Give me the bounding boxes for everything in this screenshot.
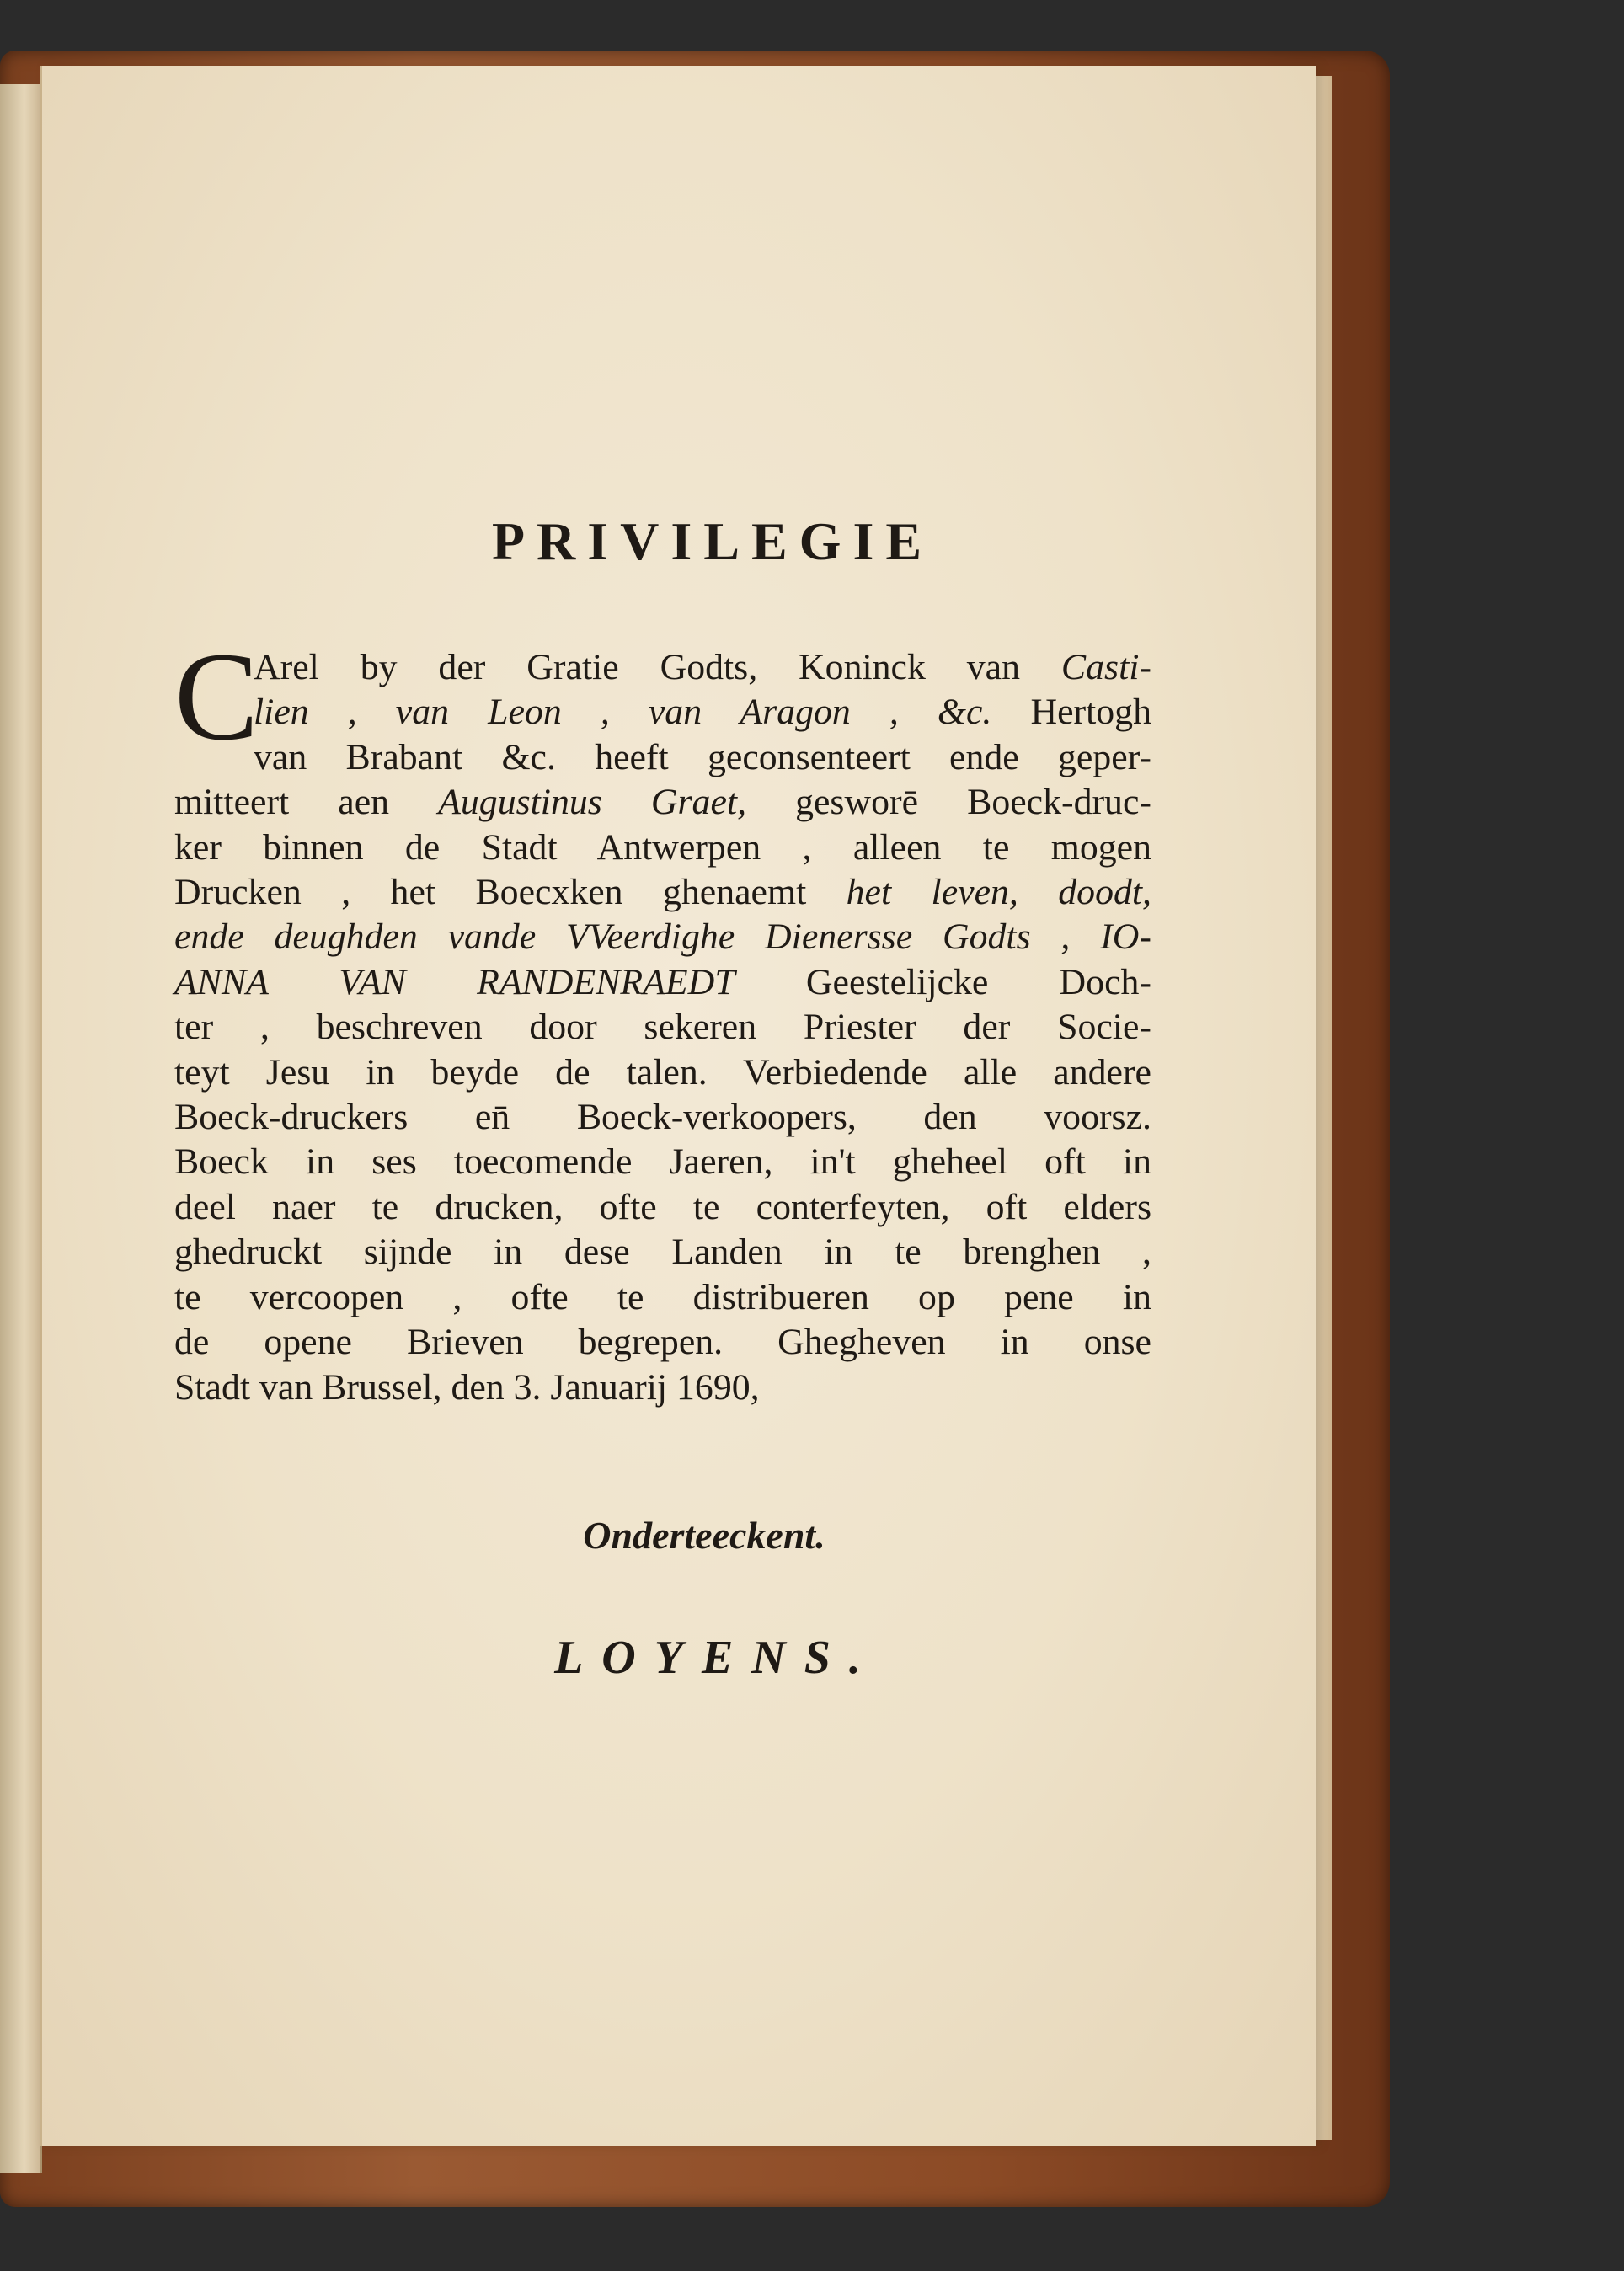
text-line <box>174 915 1151 959</box>
privilege-text <box>174 627 1151 1410</box>
text-segment: ter , beschreven door sekeren Priester der Socie- <box>174 1007 1151 1048</box>
text-line <box>174 1050 1151 1095</box>
text-segment: ker binnen de Stadt Antwerpen , alleen te mogen <box>174 826 1151 868</box>
text-segment: van Brabant &c. heeft geconsenteert ende geper- <box>254 736 1151 777</box>
signed-label: Onderteeckent. <box>583 1514 825 1557</box>
text-line <box>174 1140 1151 1184</box>
text-segment: Arel by der Gratie Godts, Koninck van <box>254 647 1061 687</box>
text-line <box>174 735 1151 780</box>
italic-segment: ANNA VAN RANDENRAEDT <box>174 961 735 1002</box>
text-segment: teyt Jesu in beyde de talen. Verbiedende alle andere <box>174 1051 1151 1093</box>
text-segment: ghedruckt sijnde in dese Landen in te brenghen , <box>174 1232 1151 1273</box>
text-segment: Boeck in ses toecomende Jaeren, in't gheheel oft in <box>174 1141 1151 1183</box>
text-line <box>174 1320 1151 1365</box>
text-segment: Boeck-druckers en̄ Boeck-verkoopers, den voorsz. <box>174 1097 1151 1138</box>
text-line <box>174 690 1151 735</box>
signatory-name: LOYENS. <box>554 1632 879 1684</box>
drop-cap: C <box>174 627 259 767</box>
text-segment: Geestelijcke Doch- <box>735 961 1151 1002</box>
text-line <box>174 826 1151 870</box>
text-line <box>174 1095 1151 1140</box>
text-segment: deel naer te drucken, ofte te conterfeyten, oft elders <box>174 1186 1151 1227</box>
text-segment: te vercoopen , ofte te distribueren op pene in <box>174 1276 1151 1317</box>
italic-segment: lien , van Leon , van Aragon , &c. <box>254 692 992 733</box>
text-segment: de opene Brieven begrepen. Ghegheven in onse <box>174 1322 1151 1363</box>
text-line <box>174 1365 1151 1410</box>
text-line <box>174 1005 1151 1050</box>
italic-segment: Casti- <box>1060 647 1151 687</box>
text-line <box>174 870 1151 915</box>
page-title: PRIVILEGIE <box>491 511 934 571</box>
page <box>40 66 1316 2146</box>
text-line <box>174 1230 1151 1274</box>
text-segment: Hertogh <box>991 692 1151 733</box>
italic-segment: ende deughden vande VVeerdighe Dienersse Godts , IO- <box>174 916 1151 958</box>
italic-segment: Augustinus Graet, <box>438 782 747 823</box>
italic-segment: het leven, doodt, <box>846 872 1151 913</box>
text-line <box>174 960 1151 1005</box>
text-line <box>174 645 1151 690</box>
text-segment: Drucken , het Boecxken ghenaemt <box>174 872 847 913</box>
text-lines <box>174 627 1151 1410</box>
text-line <box>174 1185 1151 1230</box>
left-page-edge <box>0 84 42 2173</box>
text-segment: Stadt van Brussel, den 3. Januarij 1690, <box>174 1366 760 1408</box>
text-segment: mitteert aen <box>174 782 439 823</box>
text-line <box>174 1275 1151 1320</box>
text-line <box>174 780 1151 825</box>
text-segment: gesworē Boeck-druc- <box>746 782 1151 823</box>
